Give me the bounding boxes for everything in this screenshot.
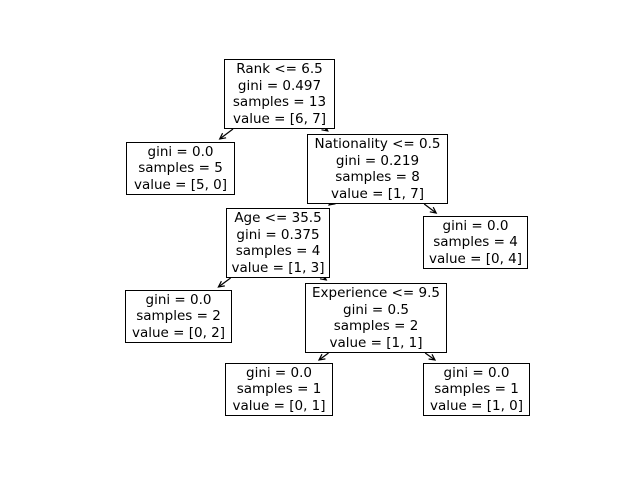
node-text-line: samples = 13	[232, 94, 327, 110]
node-text-line: samples = 4	[433, 234, 518, 251]
tree-node-leaf-experience-false	[423, 363, 530, 416]
node-text-line: gini = 0.0	[145, 291, 212, 308]
tree-node-root-rank	[224, 59, 335, 129]
node-text-line: gini = 0.375	[236, 226, 320, 243]
node-text-line: value = [0, 4]	[428, 250, 523, 267]
tree-node-leaf-rank-true	[126, 142, 235, 195]
node-text-line: value = [0, 1]	[232, 397, 326, 414]
node-text-line: Age <= 35.5	[234, 210, 322, 226]
node-text-line: Experience <= 9.5	[312, 285, 440, 301]
tree-node-leaf-nationality-false	[423, 216, 528, 269]
tree-node-leaf-experience-true	[225, 363, 333, 416]
node-text-line: Nationality <= 0.5	[314, 136, 441, 152]
node-text-line: gini = 0.0	[442, 217, 509, 234]
node-text-line: samples = 5	[138, 160, 223, 177]
node-text-line: gini = 0.0	[443, 364, 510, 381]
node-text-line: samples = 8	[335, 169, 420, 185]
node-text-line: gini = 0.219	[335, 152, 420, 169]
node-text-line: gini = 0.0	[246, 364, 312, 381]
node-text-line: samples = 1	[236, 381, 322, 398]
node-text-line: Rank <= 6.5	[236, 61, 323, 77]
node-text-line: value = [1, 7]	[330, 185, 425, 202]
tree-node-node-experience	[305, 283, 447, 353]
node-text-line: value = [1, 1]	[329, 334, 423, 351]
node-text-line: value = [1, 0]	[429, 397, 524, 414]
node-text-line: value = [0, 2]	[131, 324, 226, 341]
node-text-line: gini = 0.5	[343, 301, 409, 318]
node-text-line: value = [1, 3]	[231, 259, 325, 276]
node-text-line: samples = 2	[136, 308, 221, 325]
node-text-line: samples = 1	[434, 381, 519, 398]
node-text-line: gini = 0.497	[237, 77, 322, 94]
node-text-line: samples = 2	[333, 318, 419, 334]
tree-node-node-age	[226, 208, 330, 278]
node-text-line: gini = 0.0	[147, 143, 214, 160]
node-text-line: samples = 4	[235, 243, 321, 259]
tree-node-leaf-age-true	[125, 290, 232, 343]
node-text-line: value = [6, 7]	[232, 110, 327, 127]
tree-node-node-nationality	[307, 134, 448, 204]
node-text-line: value = [5, 0]	[133, 176, 228, 193]
